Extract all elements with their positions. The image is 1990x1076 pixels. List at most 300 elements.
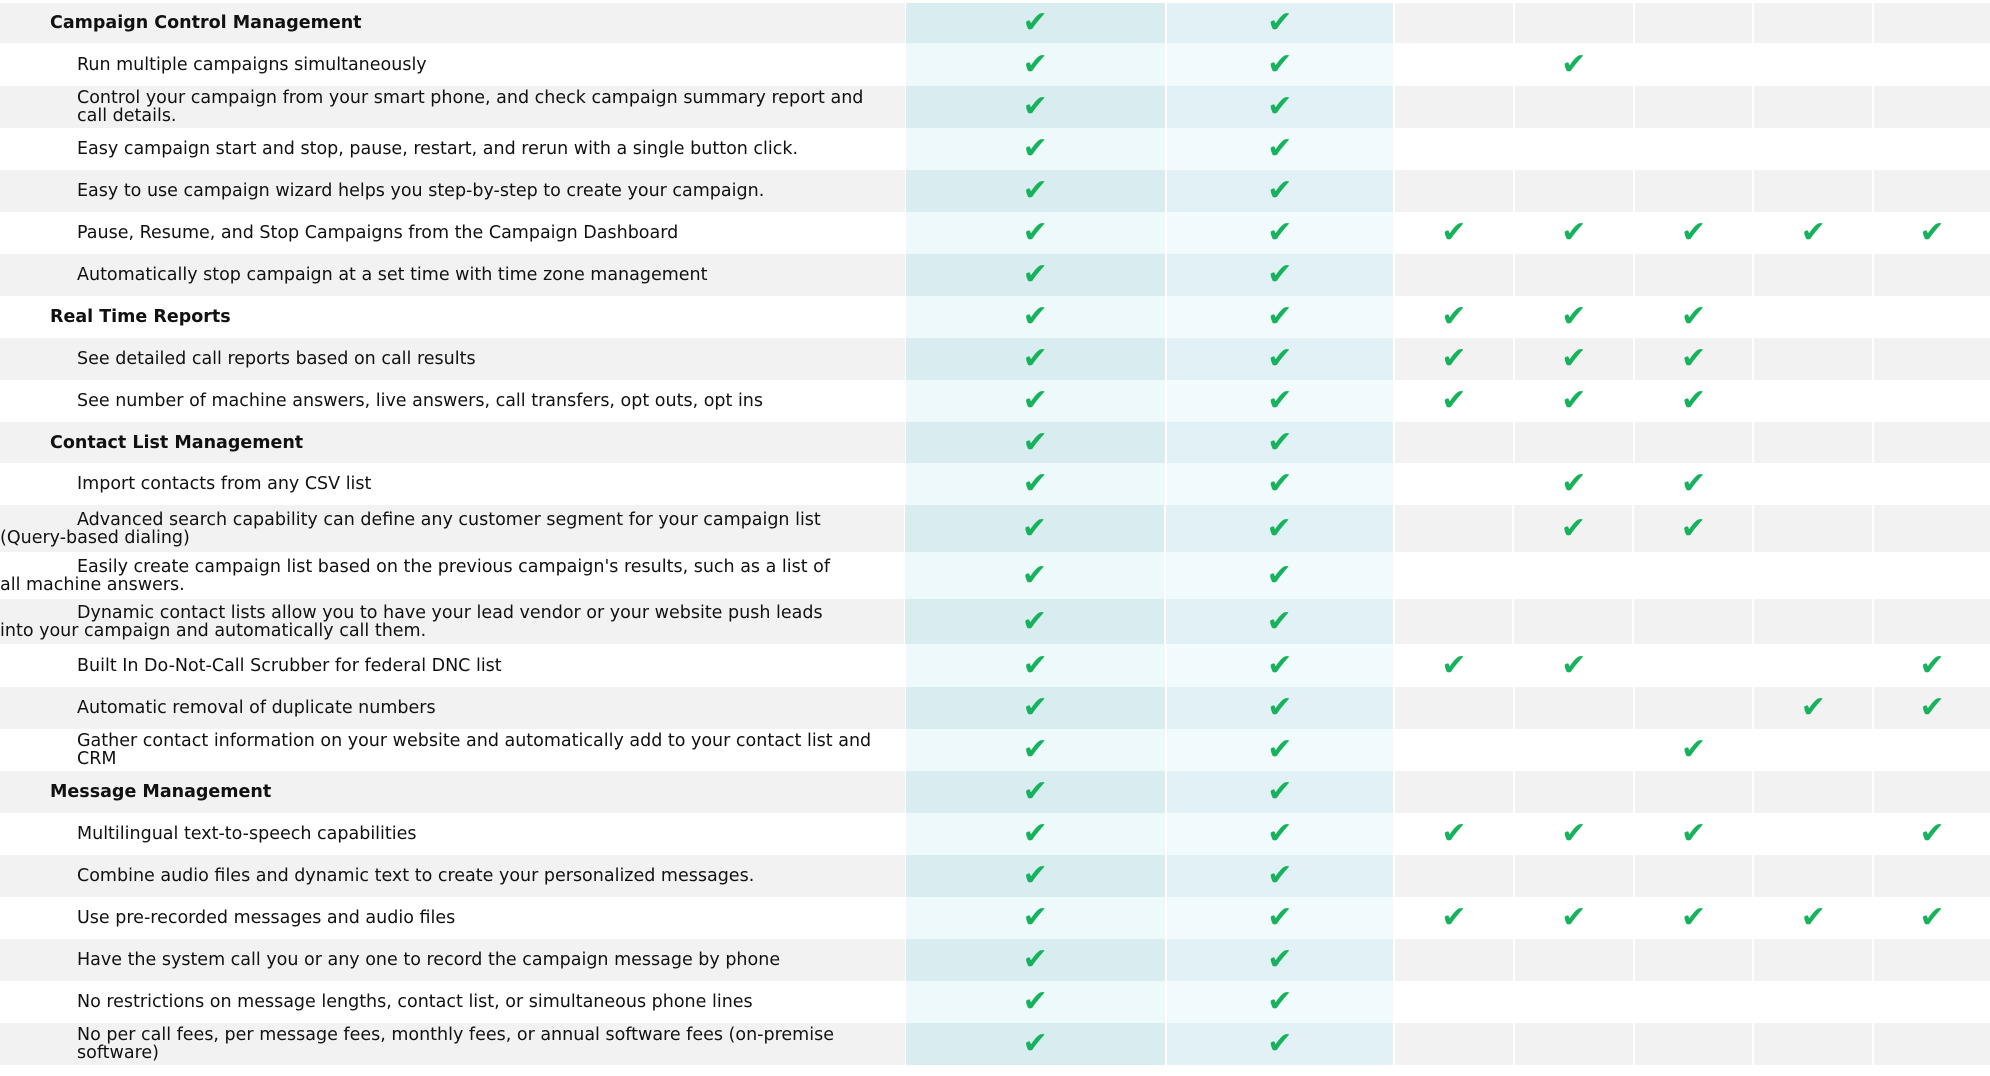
competitor-column-4-cell <box>1754 1023 1872 1065</box>
feature-label: Run multiple campaigns simultaneously <box>77 54 427 75</box>
competitor-column-1-cell <box>1395 644 1513 687</box>
checkmark-icon: ✔ <box>1266 603 1292 639</box>
competitor-column-2-cell <box>1515 128 1633 170</box>
checkmark-icon: ✔ <box>1022 858 1048 893</box>
product-column-2-cell <box>1167 771 1394 813</box>
product-column-1-cell <box>906 296 1165 338</box>
competitor-column-1-cell <box>1395 212 1513 254</box>
feature-row <box>0 729 1990 771</box>
checkmark-icon: ✔ <box>1561 900 1587 935</box>
feature-label: Easy campaign start and stop, pause, restart, and rerun with a single button click. <box>77 139 799 159</box>
product-column-2-cell <box>1167 981 1394 1023</box>
competitor-column-5-cell <box>1874 86 1990 128</box>
competitor-column-1-cell <box>1395 897 1513 939</box>
feature-row <box>0 552 1990 599</box>
competitor-column-3-cell <box>1635 86 1753 128</box>
feature-label-cell <box>0 981 905 1023</box>
competitor-column-5-cell <box>1874 254 1990 296</box>
checkmark-icon: ✔ <box>1680 510 1706 546</box>
competitor-column-1-cell <box>1395 254 1513 296</box>
competitor-column-1-cell <box>1395 687 1513 729</box>
competitor-column-5-cell <box>1874 939 1990 981</box>
competitor-column-4-cell <box>1754 338 1872 380</box>
competitor-column-5-cell <box>1874 855 1990 897</box>
feature-row <box>0 86 1990 128</box>
competitor-column-1-cell <box>1395 813 1513 855</box>
feature-label: See number of machine answers, live answers, call transfers, opt outs, opt ins <box>77 391 764 411</box>
feature-label-cell <box>0 1023 905 1065</box>
competitor-column-5-cell <box>1874 1023 1990 1065</box>
feature-label: Have the system call you or any one to record the campaign message by phone <box>77 950 781 970</box>
competitor-column-3-cell <box>1635 296 1753 338</box>
product-column-2-cell <box>1167 212 1394 254</box>
checkmark-icon: ✔ <box>1022 647 1048 683</box>
checkmark-icon: ✔ <box>1561 816 1587 851</box>
competitor-column-3-cell <box>1635 897 1753 939</box>
competitor-column-3-cell <box>1635 128 1753 170</box>
category-label-cell <box>0 296 905 338</box>
competitor-column-5-cell <box>1874 43 1990 86</box>
competitor-column-4-cell <box>1754 380 1872 422</box>
competitor-column-2-cell <box>1515 254 1633 296</box>
competitor-column-3-cell <box>1635 644 1753 687</box>
checkmark-icon: ✔ <box>1267 984 1293 1019</box>
competitor-column-3-cell <box>1635 729 1753 771</box>
competitor-column-4-cell <box>1754 813 1872 855</box>
checkmark-icon: ✔ <box>1267 89 1293 124</box>
competitor-column-3-cell <box>1635 981 1753 1023</box>
competitor-column-5-cell <box>1874 813 1990 855</box>
competitor-column-5-cell <box>1874 552 1990 599</box>
checkmark-icon: ✔ <box>1441 900 1467 935</box>
product-column-1-cell <box>906 128 1165 170</box>
product-column-2-cell <box>1167 380 1394 422</box>
feature-label-cell <box>0 128 905 170</box>
competitor-column-4-cell <box>1754 599 1872 644</box>
competitor-column-2-cell <box>1515 212 1633 254</box>
feature-label-cell <box>0 599 904 644</box>
checkmark-icon: ✔ <box>1800 900 1826 935</box>
checkmark-icon: ✔ <box>1561 341 1587 376</box>
competitor-column-4-cell <box>1754 3 1872 43</box>
product-column-1-cell <box>906 380 1165 422</box>
product-column-2-cell <box>1167 813 1394 855</box>
checkmark-icon: ✔ <box>1919 690 1945 725</box>
feature-label-cell <box>0 43 905 86</box>
checkmark-icon: ✔ <box>1561 46 1587 82</box>
competitor-column-3-cell <box>1635 254 1753 296</box>
competitor-column-5-cell <box>1874 505 1990 552</box>
checkmark-icon: ✔ <box>1680 383 1707 418</box>
checkmark-icon: ✔ <box>1266 557 1292 593</box>
feature-label: Gather contact information on your website and automatically add to your contact list and CRM <box>77 731 872 769</box>
feature-row <box>0 855 1990 897</box>
feature-row <box>0 170 1990 212</box>
competitor-column-1-cell <box>1395 939 1513 981</box>
feature-label: Automatically stop campaign at a set time with time zone management <box>77 265 708 285</box>
competitor-column-3-cell <box>1635 43 1753 86</box>
competitor-column-2-cell <box>1515 729 1633 771</box>
product-column-2-cell <box>1167 897 1394 939</box>
feature-label-cell <box>0 855 905 897</box>
product-column-2-cell <box>1167 855 1394 897</box>
competitor-column-2-cell <box>1515 897 1633 939</box>
competitor-column-2-cell <box>1515 463 1633 505</box>
checkmark-icon: ✔ <box>1022 466 1048 501</box>
checkmark-icon: ✔ <box>1267 5 1293 40</box>
checkmark-icon: ✔ <box>1267 215 1293 250</box>
checkmark-icon: ✔ <box>1680 215 1707 250</box>
feature-label-cell <box>0 380 905 422</box>
feature-row <box>0 813 1990 855</box>
competitor-column-2-cell <box>1515 43 1633 86</box>
competitor-column-5-cell <box>1874 463 1990 505</box>
category-label: Message Management <box>50 782 272 802</box>
competitor-column-2-cell <box>1515 86 1633 128</box>
checkmark-icon: ✔ <box>1267 383 1293 418</box>
competitor-column-5-cell <box>1874 3 1990 43</box>
feature-label-cell <box>0 897 905 939</box>
checkmark-icon: ✔ <box>1680 466 1707 501</box>
feature-label-cell <box>0 939 905 981</box>
competitor-column-5-cell <box>1874 338 1990 380</box>
competitor-column-4-cell <box>1754 296 1872 338</box>
checkmark-icon: ✔ <box>1561 466 1587 501</box>
checkmark-icon: ✔ <box>1561 215 1587 250</box>
checkmark-icon: ✔ <box>1441 215 1467 250</box>
competitor-column-4-cell <box>1754 212 1872 254</box>
feature-row <box>0 380 1990 422</box>
checkmark-icon: ✔ <box>1680 816 1707 851</box>
checkmark-icon: ✔ <box>1267 732 1293 767</box>
checkmark-icon: ✔ <box>1022 5 1048 40</box>
product-column-1-cell <box>906 813 1165 855</box>
product-column-2-cell <box>1167 644 1394 687</box>
feature-row <box>0 939 1990 981</box>
checkmark-icon: ✔ <box>1022 900 1048 935</box>
feature-row <box>0 1023 1990 1065</box>
feature-label-cell <box>0 463 905 505</box>
product-column-1-cell <box>906 422 1165 463</box>
competitor-column-4-cell <box>1754 254 1872 296</box>
checkmark-icon: ✔ <box>1267 774 1293 809</box>
checkmark-icon: ✔ <box>1022 816 1048 851</box>
checkmark-icon: ✔ <box>1441 299 1467 334</box>
competitor-column-1-cell <box>1395 296 1513 338</box>
category-row <box>0 296 1990 338</box>
feature-label: Use pre-recorded messages and audio files <box>77 908 456 928</box>
feature-label: Easy to use campaign wizard helps you step-by-step to create your campaign. <box>77 181 765 201</box>
competitor-column-1-cell <box>1395 86 1513 128</box>
feature-label-cell <box>0 505 904 552</box>
competitor-column-2-cell <box>1515 170 1633 212</box>
checkmark-icon: ✔ <box>1267 816 1293 851</box>
checkmark-icon: ✔ <box>1267 900 1293 935</box>
product-column-1-cell <box>906 86 1165 128</box>
competitor-column-4-cell <box>1754 771 1872 813</box>
competitor-column-4-cell <box>1754 422 1872 463</box>
checkmark-icon: ✔ <box>1021 510 1048 546</box>
competitor-column-1-cell <box>1395 1023 1513 1065</box>
feature-label-cell <box>0 170 905 212</box>
competitor-column-2-cell <box>1514 599 1632 644</box>
category-row <box>0 422 1990 463</box>
checkmark-icon: ✔ <box>1022 424 1048 460</box>
competitor-column-2-cell <box>1515 338 1633 380</box>
competitor-column-5-cell <box>1874 644 1990 687</box>
competitor-column-1-cell <box>1395 552 1513 599</box>
competitor-column-3-cell <box>1635 170 1753 212</box>
product-column-1-cell <box>906 897 1165 939</box>
competitor-column-3-cell <box>1635 422 1753 463</box>
competitor-column-4-cell <box>1754 981 1872 1023</box>
product-column-1-cell <box>906 3 1165 43</box>
checkmark-icon: ✔ <box>1022 131 1048 166</box>
feature-label-cell <box>0 254 905 296</box>
feature-comparison-table <box>0 3 1990 1065</box>
feature-label: Import contacts from any CSV list <box>77 474 372 494</box>
competitor-column-5-cell <box>1874 897 1990 939</box>
competitor-column-2-cell <box>1515 939 1633 981</box>
checkmark-icon: ✔ <box>1441 383 1467 418</box>
competitor-column-5-cell <box>1874 380 1990 422</box>
feature-label-cell <box>0 338 905 380</box>
product-column-2-cell <box>1167 422 1394 463</box>
competitor-column-2-cell <box>1515 644 1633 687</box>
feature-label: Combine audio files and dynamic text to create your personalized messages. <box>77 866 755 886</box>
product-column-1-cell <box>906 463 1165 505</box>
competitor-column-3-cell <box>1635 813 1753 855</box>
competitor-column-5-cell <box>1874 771 1990 813</box>
competitor-column-5-cell <box>1874 981 1990 1023</box>
competitor-column-5-cell <box>1874 599 1990 644</box>
competitor-column-1-cell <box>1395 128 1513 170</box>
feature-label-cell <box>0 813 905 855</box>
checkmark-icon: ✔ <box>1561 383 1587 418</box>
product-column-2-cell <box>1166 599 1393 644</box>
competitor-column-3-cell <box>1635 771 1753 813</box>
competitor-column-5-cell <box>1874 212 1990 254</box>
competitor-column-4-cell <box>1754 897 1872 939</box>
checkmark-icon: ✔ <box>1267 942 1293 977</box>
competitor-column-4-cell <box>1754 687 1872 729</box>
competitor-column-3-cell <box>1635 1023 1753 1065</box>
competitor-column-4-cell <box>1754 43 1872 86</box>
competitor-column-3-cell <box>1635 338 1753 380</box>
checkmark-icon: ✔ <box>1022 732 1048 767</box>
competitor-column-5-cell <box>1874 128 1990 170</box>
feature-row <box>0 644 1990 687</box>
competitor-column-5-cell <box>1874 422 1990 463</box>
feature-label: Easily create campaign list based on the previous campaign's results, such as a list of all machine answers. <box>0 556 831 595</box>
checkmark-icon: ✔ <box>1022 215 1048 250</box>
checkmark-icon: ✔ <box>1267 173 1293 208</box>
competitor-column-2-cell <box>1515 380 1633 422</box>
product-column-1-cell <box>905 552 1164 599</box>
checkmark-icon: ✔ <box>1022 341 1048 376</box>
checkmark-icon: ✔ <box>1919 215 1945 250</box>
competitor-column-2-cell <box>1514 505 1632 552</box>
competitor-column-4-cell <box>1754 939 1872 981</box>
competitor-column-5-cell <box>1874 729 1990 771</box>
competitor-column-3-cell <box>1635 855 1753 897</box>
checkmark-icon: ✔ <box>1680 732 1707 767</box>
product-column-1-cell <box>906 254 1165 296</box>
product-column-1-cell <box>906 981 1165 1023</box>
product-column-2-cell <box>1167 254 1394 296</box>
competitor-column-3-cell <box>1635 939 1753 981</box>
product-column-2-cell <box>1167 3 1394 43</box>
checkmark-icon: ✔ <box>1800 690 1826 725</box>
checkmark-icon: ✔ <box>1680 299 1707 334</box>
checkmark-icon: ✔ <box>1022 942 1048 977</box>
category-label: Contact List Management <box>50 432 304 453</box>
checkmark-icon: ✔ <box>1022 173 1048 208</box>
feature-row <box>0 505 1990 552</box>
competitor-column-2-cell <box>1514 552 1632 599</box>
product-column-1-cell <box>906 43 1165 86</box>
product-column-2-cell <box>1167 729 1394 771</box>
competitor-column-4-cell <box>1754 128 1872 170</box>
checkmark-icon: ✔ <box>1022 257 1048 292</box>
product-column-1-cell <box>906 1023 1165 1065</box>
product-column-2-cell <box>1167 170 1394 212</box>
competitor-column-1-cell <box>1395 599 1513 644</box>
competitor-column-4-cell <box>1754 729 1872 771</box>
product-column-1-cell <box>906 939 1165 981</box>
checkmark-icon: ✔ <box>1022 774 1048 809</box>
competitor-column-5-cell <box>1874 687 1990 729</box>
product-column-2-cell <box>1166 552 1393 599</box>
checkmark-icon: ✔ <box>1561 299 1587 334</box>
competitor-column-2-cell <box>1515 296 1633 338</box>
feature-label: Automatic removal of duplicate numbers <box>77 698 436 718</box>
category-label: Campaign Control Management <box>50 13 362 33</box>
competitor-column-2-cell <box>1515 813 1633 855</box>
product-column-1-cell <box>906 212 1165 254</box>
feature-label: Multilingual text-to-speech capabilities <box>77 824 417 844</box>
competitor-column-2-cell <box>1515 771 1633 813</box>
product-column-1-cell <box>906 687 1165 729</box>
checkmark-icon: ✔ <box>1919 816 1945 851</box>
checkmark-icon: ✔ <box>1560 510 1586 546</box>
checkmark-icon: ✔ <box>1919 900 1945 935</box>
competitor-column-1-cell <box>1395 981 1513 1023</box>
competitor-column-1-cell <box>1395 380 1513 422</box>
feature-label: Control your campaign from your smart phone, and check campaign summary report and call details. <box>77 88 864 126</box>
checkmark-icon: ✔ <box>1267 46 1293 82</box>
competitor-column-2-cell <box>1515 1023 1633 1065</box>
competitor-column-1-cell <box>1395 771 1513 813</box>
competitor-column-4-cell <box>1754 170 1872 212</box>
feature-label: No restrictions on message lengths, contact list, or simultaneous phone lines <box>77 992 753 1012</box>
competitor-column-5-cell <box>1874 170 1990 212</box>
checkmark-icon: ✔ <box>1267 647 1293 683</box>
checkmark-icon: ✔ <box>1021 603 1048 639</box>
feature-label: See detailed call reports based on call results <box>77 349 476 369</box>
competitor-column-2-cell <box>1515 687 1633 729</box>
category-row <box>0 771 1990 813</box>
product-column-1-cell <box>906 771 1165 813</box>
competitor-column-3-cell <box>1635 463 1753 505</box>
competitor-column-3-cell <box>1634 505 1752 552</box>
feature-label: Built In Do-Not-Call Scrubber for federal DNC list <box>77 655 502 676</box>
competitor-column-4-cell <box>1754 644 1872 687</box>
competitor-column-2-cell <box>1515 3 1633 43</box>
feature-label: Pause, Resume, and Stop Campaigns from the Campaign Dashboard <box>77 223 679 243</box>
category-label-cell <box>0 3 905 43</box>
feature-row <box>0 212 1990 254</box>
competitor-column-1-cell <box>1395 505 1513 552</box>
competitor-column-3-cell <box>1634 599 1752 644</box>
feature-row <box>0 463 1990 505</box>
competitor-column-1-cell <box>1395 338 1513 380</box>
checkmark-icon: ✔ <box>1022 383 1048 418</box>
competitor-column-4-cell <box>1754 552 1872 599</box>
competitor-column-1-cell <box>1395 43 1513 86</box>
competitor-column-1-cell <box>1395 422 1513 463</box>
category-label-cell <box>0 771 905 813</box>
checkmark-icon: ✔ <box>1021 557 1048 593</box>
product-column-1-cell <box>906 855 1165 897</box>
product-column-1-cell <box>905 505 1164 552</box>
competitor-column-2-cell <box>1515 981 1633 1023</box>
competitor-column-1-cell <box>1395 729 1513 771</box>
product-column-2-cell <box>1167 296 1394 338</box>
checkmark-icon: ✔ <box>1919 647 1945 683</box>
product-column-2-cell <box>1167 128 1394 170</box>
feature-row <box>0 981 1990 1023</box>
feature-row <box>0 338 1990 380</box>
product-column-2-cell <box>1167 1023 1394 1065</box>
checkmark-icon: ✔ <box>1022 984 1048 1019</box>
checkmark-icon: ✔ <box>1267 1026 1293 1061</box>
category-label: Real Time Reports <box>50 307 231 327</box>
feature-label-cell <box>0 729 905 771</box>
checkmark-icon: ✔ <box>1267 257 1293 292</box>
feature-label-cell <box>0 644 905 687</box>
checkmark-icon: ✔ <box>1441 647 1467 683</box>
product-column-1-cell <box>905 599 1164 644</box>
product-column-1-cell <box>906 729 1165 771</box>
product-column-2-cell <box>1167 338 1394 380</box>
competitor-column-3-cell <box>1635 687 1753 729</box>
category-label-cell <box>0 422 905 463</box>
product-column-1-cell <box>906 644 1165 687</box>
feature-row <box>0 897 1990 939</box>
checkmark-icon: ✔ <box>1680 341 1707 376</box>
checkmark-icon: ✔ <box>1267 131 1293 166</box>
checkmark-icon: ✔ <box>1680 900 1707 935</box>
competitor-column-4-cell <box>1754 463 1872 505</box>
checkmark-icon: ✔ <box>1022 1026 1048 1061</box>
feature-row <box>0 43 1990 86</box>
checkmark-icon: ✔ <box>1022 299 1048 334</box>
checkmark-icon: ✔ <box>1267 341 1293 376</box>
competitor-column-4-cell <box>1754 505 1872 552</box>
checkmark-icon: ✔ <box>1800 215 1826 250</box>
product-column-2-cell <box>1167 86 1394 128</box>
checkmark-icon: ✔ <box>1267 299 1293 334</box>
checkmark-icon: ✔ <box>1266 510 1292 546</box>
competitor-column-1-cell <box>1395 855 1513 897</box>
feature-row <box>0 254 1990 296</box>
checkmark-icon: ✔ <box>1022 89 1048 124</box>
checkmark-icon: ✔ <box>1441 341 1467 376</box>
product-column-1-cell <box>906 170 1165 212</box>
competitor-column-1-cell <box>1395 463 1513 505</box>
product-column-2-cell <box>1166 505 1393 552</box>
